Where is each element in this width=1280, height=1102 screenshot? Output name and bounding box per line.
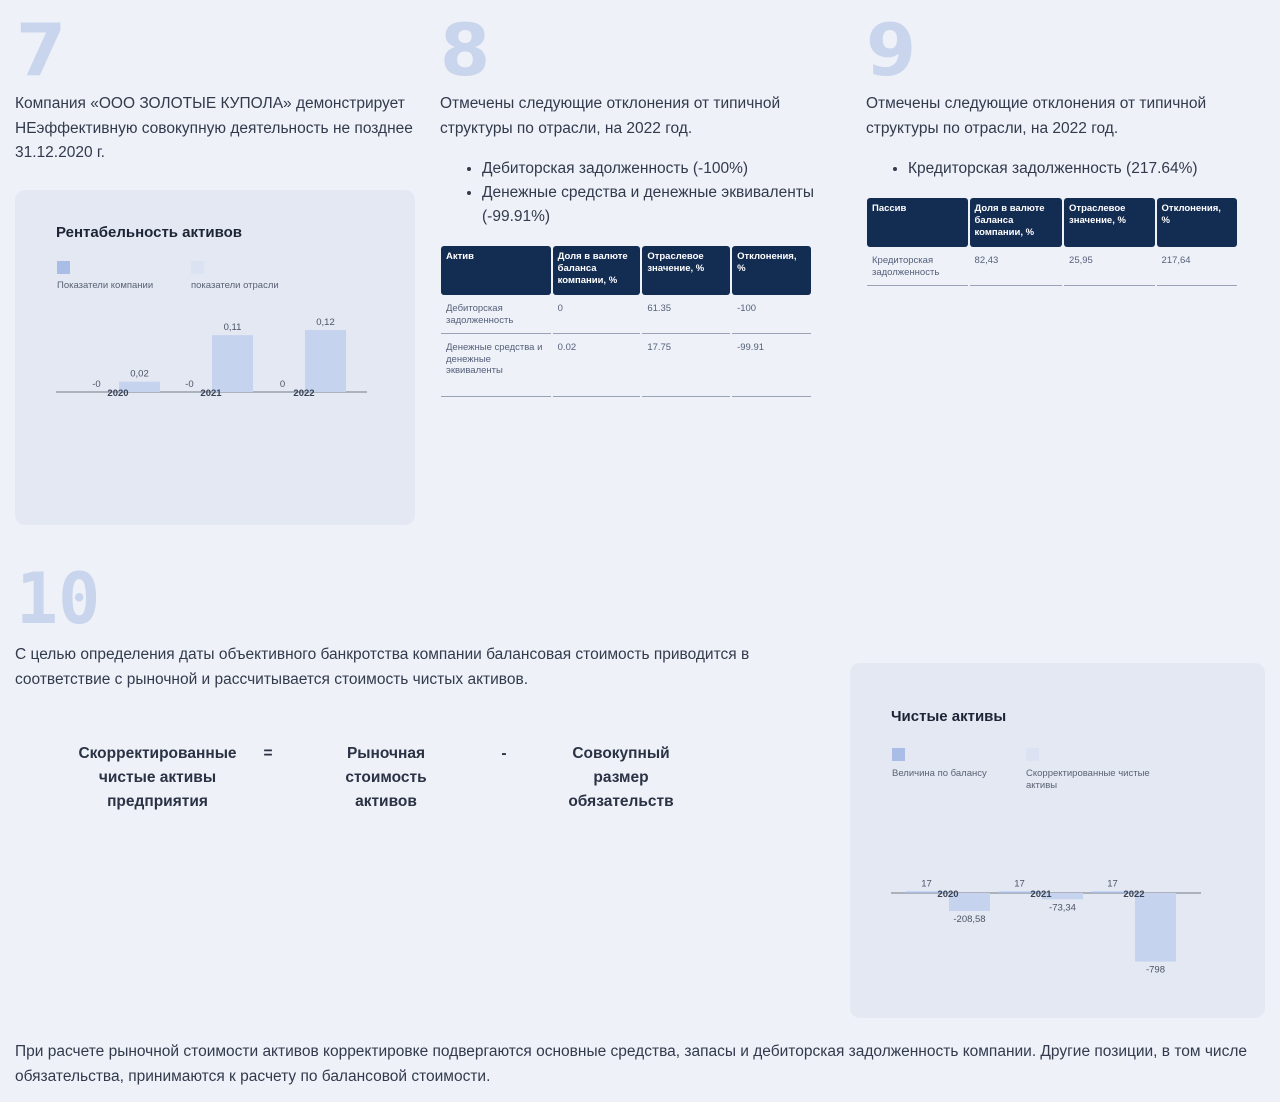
legend-label-company: Показатели компании xyxy=(57,280,154,291)
footer-text: При расчете рыночной стоимости активов корректировке подвергаются основные средства, запасы и дебиторская задолженность компании. Другие позиции, в том числе обязательства, принимаются к расчету по балансовой стоимости. xyxy=(15,1043,1247,1085)
table-cell: Денежные средства и денежные эквиваленты xyxy=(441,334,551,397)
table-cell: 217,64 xyxy=(1157,247,1237,286)
net-assets-chart-card xyxy=(850,663,1265,1018)
chart-tick-label: 2022 xyxy=(1123,889,1145,900)
table-cell: -100 xyxy=(732,295,811,334)
table-cell: Кредиторская задолженность xyxy=(867,247,968,286)
chart-data-label: -0 xyxy=(185,379,194,390)
chart-data-label: -208,58 xyxy=(953,913,986,925)
table-header: Отклонения, % xyxy=(732,246,811,295)
table-cell: 25,95 xyxy=(1064,247,1154,286)
legend-label-adjusted: Скорректированные чистые активы xyxy=(1026,768,1150,791)
legend-label-balance: Величина по балансу xyxy=(892,768,987,779)
section-number-10: 10 xyxy=(16,558,101,640)
chart-tick-label: 2022 xyxy=(293,388,315,399)
table-cell: 0 xyxy=(553,295,641,334)
section8-bullets xyxy=(440,157,827,229)
chart-data-label: -798 xyxy=(1145,964,1166,976)
chart-tick-label: 2021 xyxy=(1030,889,1052,900)
chart-bar-secondary xyxy=(305,330,346,392)
roa-chart-title: Рентабельность активов xyxy=(56,224,243,241)
formula-left: Скорректированные чистые активы предприятия xyxy=(78,745,237,810)
chart-data-label: 0,11 xyxy=(223,322,242,334)
table-cell: -99.91 xyxy=(732,334,811,397)
bullet-item: • Денежные средства и денежные эквиваленты (-99.91%) xyxy=(482,181,827,229)
table-cell: 17.75 xyxy=(642,334,730,397)
assets-deviation-table xyxy=(439,246,813,397)
chart-data-label: 17 xyxy=(1014,878,1025,890)
table-header: Доля в валюте баланса компании, % xyxy=(553,246,641,295)
table-row xyxy=(867,247,1237,286)
table-cell: 61.35 xyxy=(642,295,730,334)
roa-chart-card xyxy=(15,190,415,525)
liabilities-deviation-table xyxy=(865,198,1239,286)
table-row xyxy=(441,295,811,334)
table-header: Отраслевое значение, % xyxy=(642,246,730,295)
chart-data-label: 17 xyxy=(921,878,932,890)
section8-text: Отмечены следующие отклонения от типичной структуры по отрасли, на 2022 год. xyxy=(440,95,781,137)
chart-data-label: 17 xyxy=(1107,878,1118,890)
chart-tick-label: 2020 xyxy=(937,889,959,900)
roa-bar-chart xyxy=(15,190,415,525)
net-assets-chart-title: Чистые активы xyxy=(891,708,1007,725)
chart-data-label: 0,02 xyxy=(130,368,149,380)
formula-minus: - xyxy=(501,745,507,762)
table-cell: 0.02 xyxy=(553,334,641,397)
table-row xyxy=(441,334,811,397)
section7-text: Компания «ООО ЗОЛОТЫЕ КУПОЛА» демонстрирует НЕэффективную совокупную деятельность не позднее 31.12.2020 г. xyxy=(15,95,413,161)
chart-data-label: 0 xyxy=(279,379,286,390)
formula-right: Совокупный размер обязательств xyxy=(568,745,674,810)
table-header: Отраслевое значение, % xyxy=(1064,198,1154,247)
table-cell: Дебиторская задолженность xyxy=(441,295,551,334)
chart-data-label: -0 xyxy=(92,379,101,390)
section10-text: С целью определения даты объективного банкротства компании балансовая стоимость приводится в соответствие с рыночной и рассчитывается стоимость чистых активов. xyxy=(15,646,750,688)
formula-middle: Рыночная стоимость активов xyxy=(345,745,427,810)
legend-label-industry: показатели отрасли xyxy=(191,280,279,291)
chart-data-label: -73,34 xyxy=(1049,902,1076,914)
chart-tick-label: 2020 xyxy=(107,388,129,399)
formula-equals: = xyxy=(263,745,273,762)
section-number-8: 8 xyxy=(440,8,491,92)
table-cell: 82,43 xyxy=(970,247,1063,286)
table-header: Пассив xyxy=(867,198,968,247)
net-assets-bar-chart xyxy=(850,663,1265,1018)
table-header: Актив xyxy=(441,246,551,295)
section-number-7: 7 xyxy=(16,8,67,92)
bullet-item: • Дебиторская задолженность (-100%) xyxy=(482,157,827,181)
chart-tick-label: 2021 xyxy=(200,388,222,399)
chart-data-label: 0,12 xyxy=(316,317,335,328)
chart-bar-secondary xyxy=(1135,893,1176,962)
bullet-item: • Кредиторская задолженность (217.64%) xyxy=(908,157,1268,181)
table-header: Доля в валюте баланса компании, % xyxy=(970,198,1063,247)
table-header: Отклонения, % xyxy=(1157,198,1237,247)
section9-text: Отмечены следующие отклонения от типичной структуры по отрасли, на 2022 год. xyxy=(866,95,1207,137)
section9-bullets xyxy=(866,157,1268,181)
section-number-9: 9 xyxy=(866,8,917,92)
chart-bar-secondary xyxy=(212,335,253,392)
